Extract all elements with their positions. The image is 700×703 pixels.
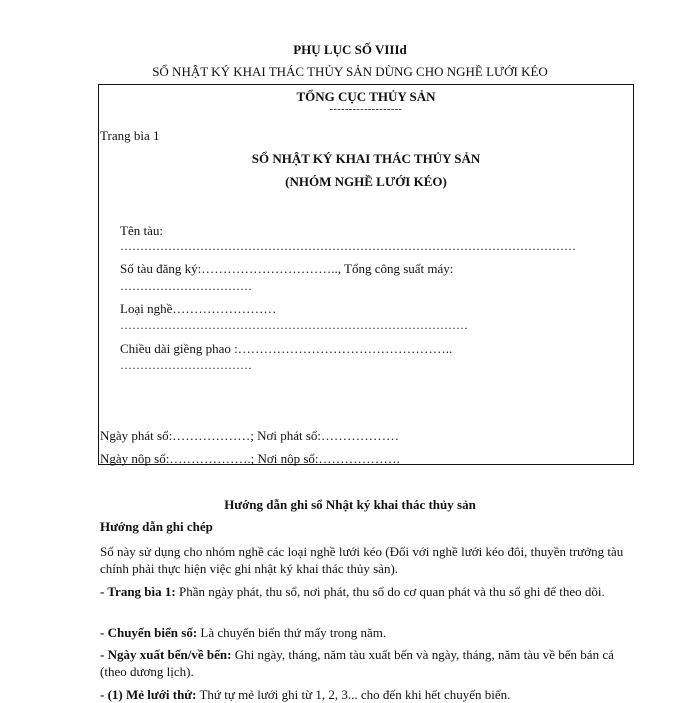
gear-type-field[interactable]: Loại nghề…………………… [120,301,277,316]
registration-number-label: Số tàu đăng ký:………………………….., [120,261,341,276]
float-line-continuation-field[interactable]: …………………………… [120,358,252,372]
page-label: Trang bìa 1 [100,128,160,143]
issue-date-place-field[interactable]: Ngày phát sổ:………………; Nơi phát sổ:……………… [100,428,399,443]
guide-item [100,624,630,641]
guide-item-term: - (1) Mẻ lưới thứ: [100,687,197,702]
guide-section-heading: Hướng dẫn ghi chép [100,519,213,534]
registration-number-field[interactable] [120,261,453,277]
guide-item-text: Ghi ngày, tháng, năm tàu xuất bến và ngày, tháng, năm tàu về bến bán cá (theo dương lịch). [100,647,614,679]
guide-title: Hướng dẫn ghi sổ Nhật ký khai thác thủy sản [224,497,476,512]
submit-date-place-field[interactable]: Ngày nộp sổ:……………….; Nơi nộp sổ:………………. [100,451,400,466]
guide-item-term: - Chuyến biển số: [100,625,198,640]
guide-intro: Sổ này sử dụng cho nhóm nghề các loại nghề lưới kéo (Đối với nghề lưới kéo đôi, thuyền trưởng tàu chính phải thực hiện việc ghi nhật ký khai thác thủy sản). [100,544,624,576]
guide-item-term: - Ngày xuất bến/về bến: [100,647,232,662]
appendix-subtitle: SỔ NHẬT KÝ KHAI THÁC THỦY SẢN DÙNG CHO NGHỀ LƯỚI KÉO [152,64,548,79]
registration-continuation-field[interactable]: …………………………… [120,279,252,293]
float-line-length-field[interactable]: Chiều dài giềng phao :………………………………………….. [120,341,453,356]
engine-power-label: Tổng công suất máy: [341,261,454,276]
gear-type-continuation-field[interactable]: …………………………………………………………………………… [120,318,468,332]
guide-item [100,583,630,600]
vessel-name-field[interactable]: …………………………………………………………………………………………………… [120,239,576,253]
cover-title-line2: (NHÓM NGHỀ LƯỚI KÉO) [285,174,447,189]
agency-name: TỔNG CỤC THỦY SẢN [296,89,436,104]
guide-item-term: - Trang bìa 1: [100,584,176,599]
agency-rule: ------------------- [329,104,403,115]
guide-item-text: Thứ tự mẻ lưới ghi từ 1, 2, 3... cho đến khi hết chuyến biển. [196,687,511,702]
guide-item-text: Là chuyến biển thứ mấy trong năm. [197,625,387,640]
guide-item [100,646,630,680]
vessel-name-label: Tên tàu: [120,223,163,238]
guide-item-text: Phần ngày phát, thu sổ, nơi phát, thu sổ do cơ quan phát và thu sổ ghi để theo dõi. [175,584,605,599]
appendix-title: PHỤ LỤC SỐ VIIId [293,42,407,57]
cover-title-line1: SỔ NHẬT KÝ KHAI THÁC THỦY SẢN [251,151,481,166]
guide-item [100,686,630,703]
